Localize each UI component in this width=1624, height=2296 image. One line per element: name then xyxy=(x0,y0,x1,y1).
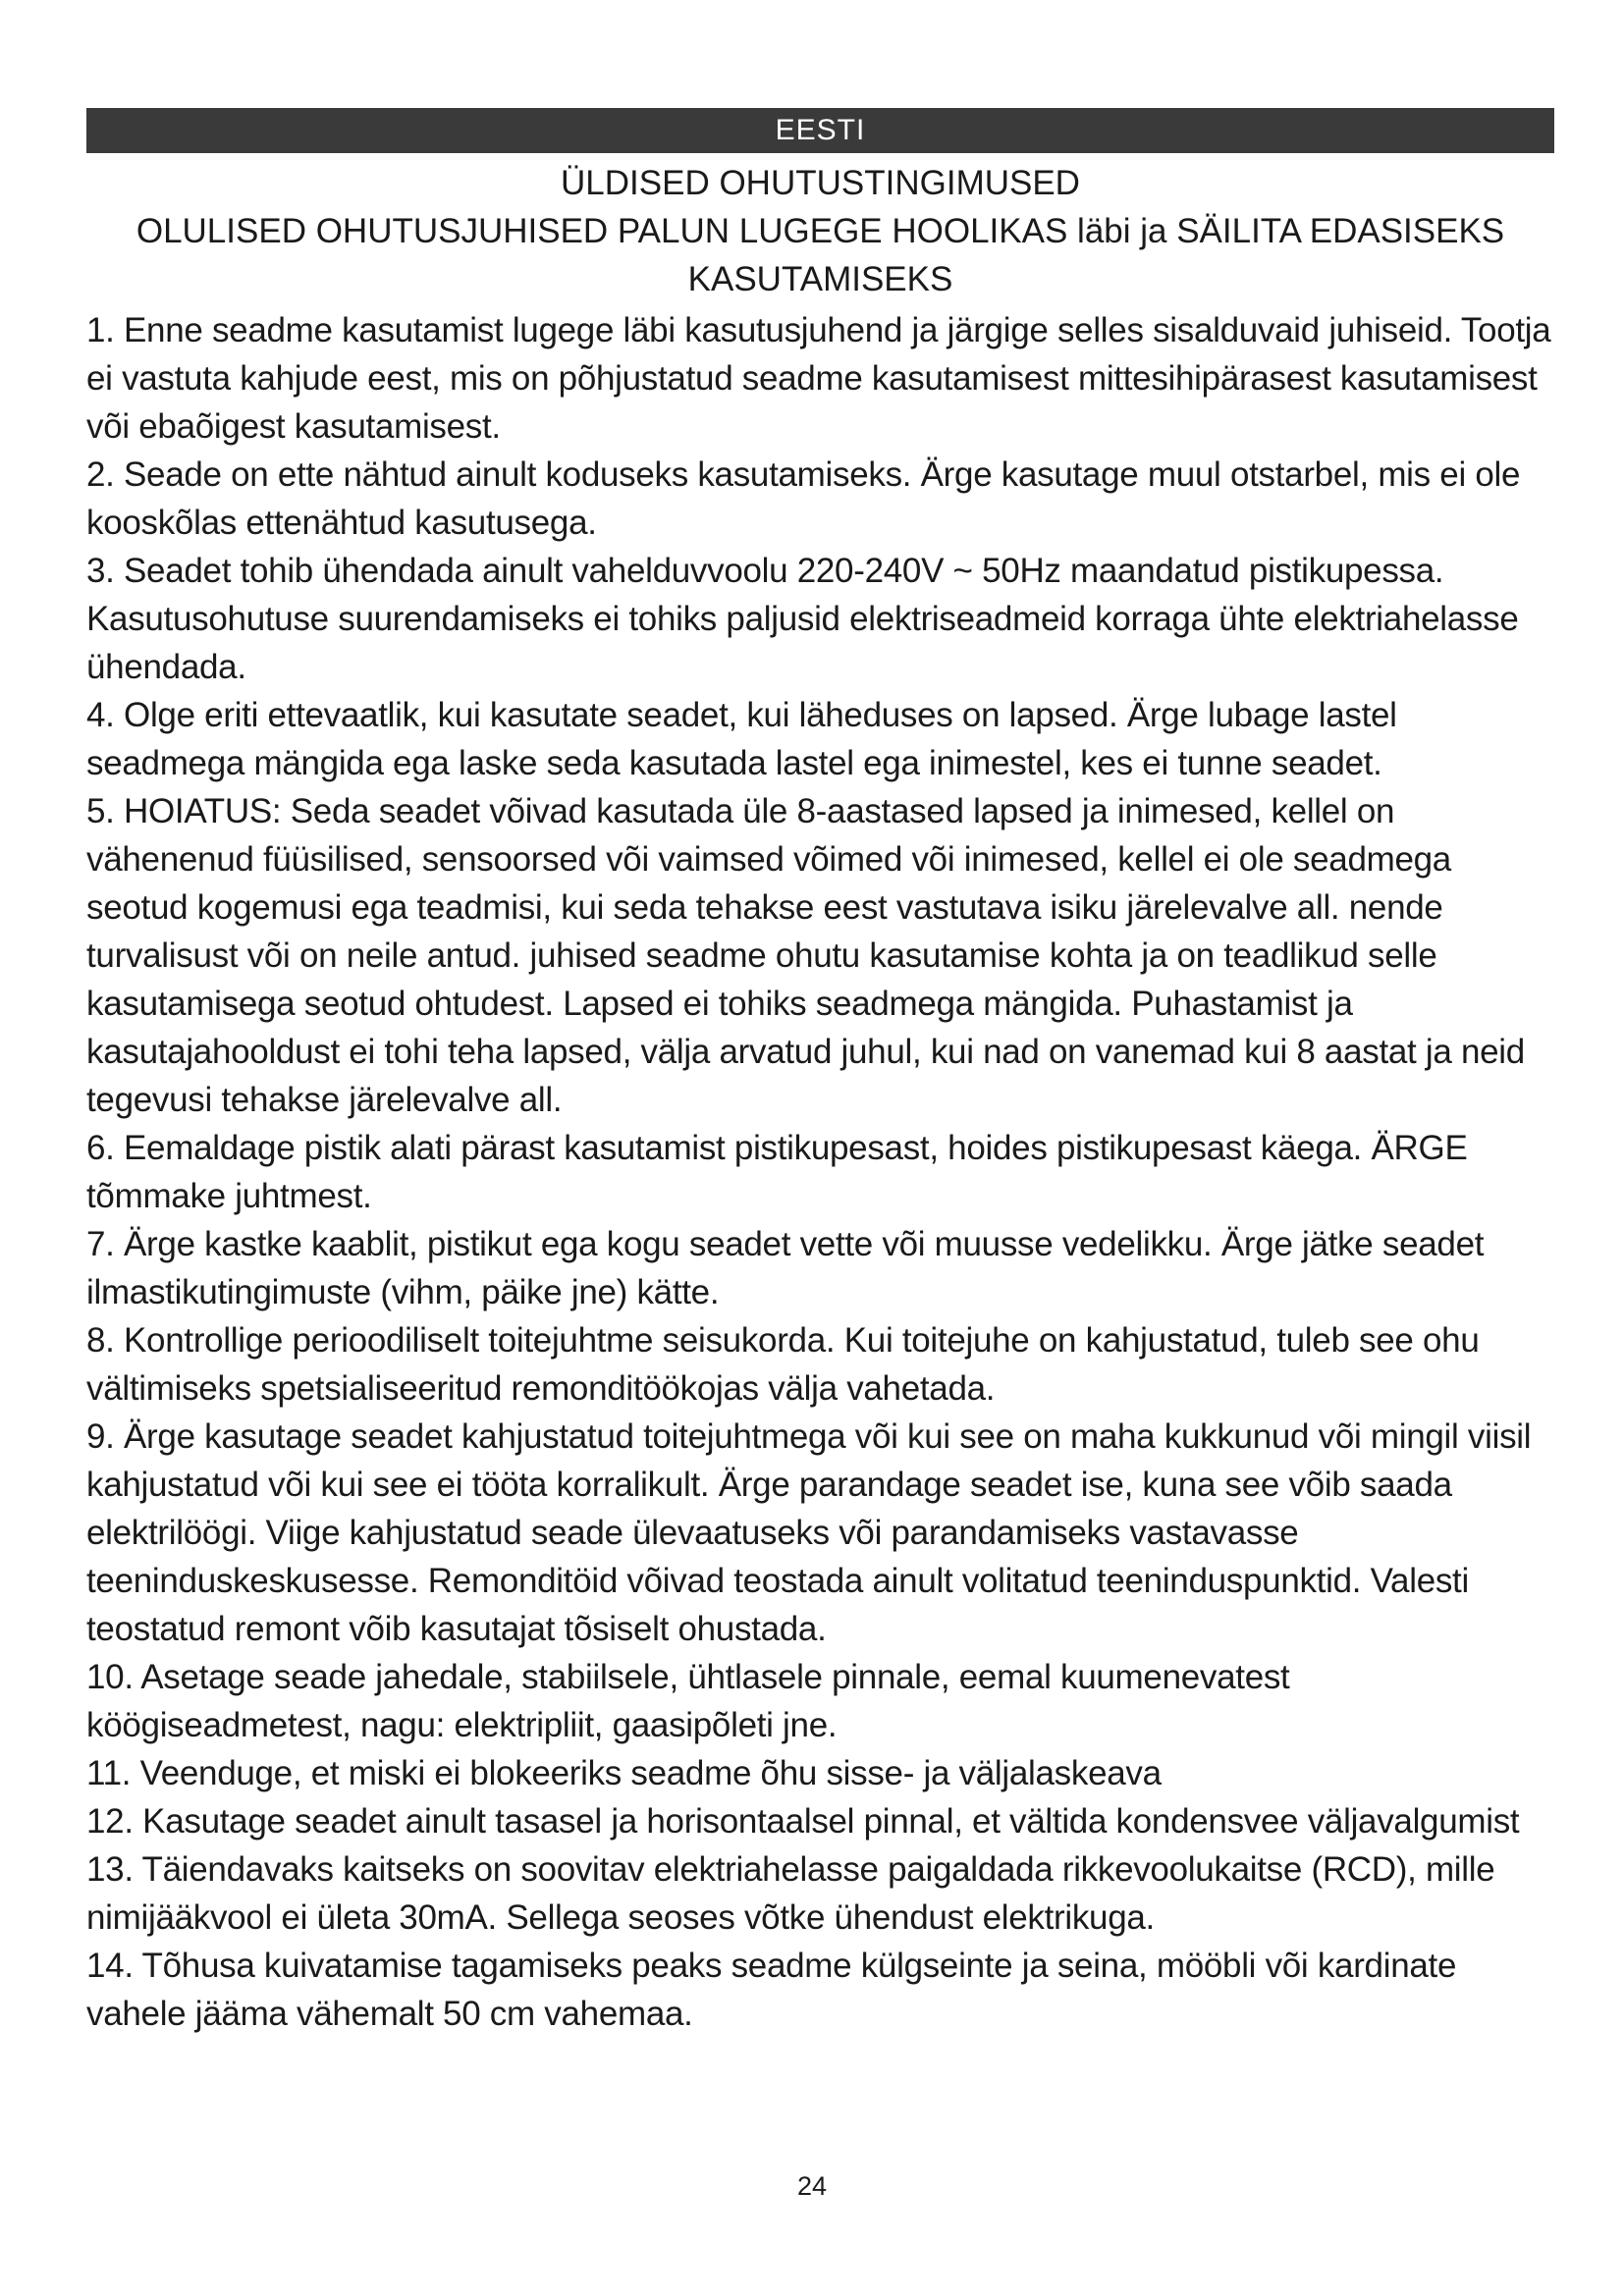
instruction-item: 14. Tõhusa kuivatamise tagamiseks peaks seadme külgseinte ja seina, mööbli või kardinate vahele jääma vähemalt 50 cm vahemaa. xyxy=(86,1947,1457,2033)
instruction-item: 4. Olge eriti ettevaatlik, kui kasutate seadet, kui läheduses on lapsed. Ärge lubage lastel seadmega mängida ega laske seda kasutada lastel ega inimestel, kes ei tunne seadet. xyxy=(86,696,1397,782)
instruction-item: 13. Täiendavaks kaitseks on soovitav elektriahelasse paigaldada rikkevoolukaitse (RCD), mille nimijääkvool ei ületa 30mA. Sellega seoses võtke ühendust elektrikuga. xyxy=(86,1850,1495,1937)
instruction-item: 7. Ärge kastke kaablit, pistikut ega kogu seadet vette või muusse vedelikku. Ärge jätke seadet ilmastikutingimuste (vihm, päike jne) kätte. xyxy=(86,1225,1485,1311)
section-subtitle-line-1: OLULISED OHUTUSJUHISED PALUN LUGEGE HOOLIKAS läbi ja SÄILITA EDASISEKS xyxy=(135,212,1505,250)
instruction-item: 11. Veenduge, et miski ei blokeeriks seadme õhu sisse- ja väljalaskeava xyxy=(86,1754,1162,1792)
instruction-item: 6. Eemaldage pistik alati pärast kasutamist pistikupesast, hoides pistikupesast käega. ÄRGE tõmmake juhtmest. xyxy=(86,1129,1468,1215)
section-subtitle-line-2: KASUTAMISEKS xyxy=(687,260,953,298)
instruction-item: 9. Ärge kasutage seadet kahjustatud toitejuhtmega või kui see on maha kukkunud või mingil viisil kahjustatud või kui see ei tööta korralikult. Ärge parandage seadet ise, kuna see võib saada elektrilöögi. Viige kahjustatud seade ülevaatuseks või parandamiseks vastavasse teeninduskeskusesse. Remonditöid võivad teostada ainult volitatud teeninduspunktid. Valesti teostatud remont võib kasutajat tõsiselt ohustada. xyxy=(86,1417,1532,1648)
instruction-item: 1. Enne seadme kasutamist lugege läbi kasutusjuhend ja järgige selles sisalduvaid juhiseid. Tootja ei vastuta kahjude eest, mis on põhjustatud seadme kasutamisest mittesihipärasest kasutamisest või ebaõigest kasutamisest. xyxy=(86,311,1551,446)
instruction-item: 8. Kontrollige perioodiliselt toitejuhtme seisukorda. Kui toitejuhe on kahjustatud, tuleb see ohu vältimiseks spetsialiseeritud remonditöökojas välja vahetada. xyxy=(86,1321,1480,1408)
instruction-item: 10. Asetage seade jahedale, stabiilsele, ühtlasele pinnale, eemal kuumenevatest köögiseadmetest, nagu: elektripliit, gaasipõleti jne. xyxy=(86,1658,1290,1744)
instruction-item: 3. Seadet tohib ühendada ainult vahelduvvoolu 220-240V ~ 50Hz maandatud pistikupessa. Kasutusohutuse suurendamiseks ei tohiks paljusid elektriseadmeid korraga ühte elektriahelasse ühendada. xyxy=(86,552,1519,686)
language-bar: EESTI xyxy=(86,108,1554,153)
instruction-item: 2. Seade on ette nähtud ainult koduseks kasutamiseks. Ärge kasutage muul otstarbel, mis ei ole kooskõlas ettenähtud kasutusega. xyxy=(86,455,1521,542)
page-number: 24 xyxy=(796,2171,828,2201)
instruction-item: 5. HOIATUS: Seda seadet võivad kasutada üle 8-aastased lapsed ja inimesed, kellel on vähenenud füüsilised, sensoorsed või vaimsed võimed või inimesed, kellel ei ole seadmega seotud kogemusi ega teadmisi, kui seda tehakse eest vastutava isiku järelevalve all. nende turvalisust või on neile antud. juhised seadme ohutu kasutamise kohta ja on teadlikud selle kasutamisega seotud ohtudest. Lapsed ei tohiks seadmega mängida. Puhastamist ja kasutajahooldust ei tohi teha lapsed, välja arvatud juhul, kui nad on vanemad kui 8 aastat ja neid tegevusi tehakse järelevalve all. xyxy=(86,792,1525,1119)
instruction-item: 12. Kasutage seadet ainult tasasel ja horisontaalsel pinnal, et vältida kondensvee väljavalgumist xyxy=(86,1802,1520,1841)
section-title: ÜLDISED OHUTUSTINGIMUSED xyxy=(561,164,1080,202)
manual-page xyxy=(86,108,1554,2038)
safety-instructions-list xyxy=(86,306,1554,2038)
